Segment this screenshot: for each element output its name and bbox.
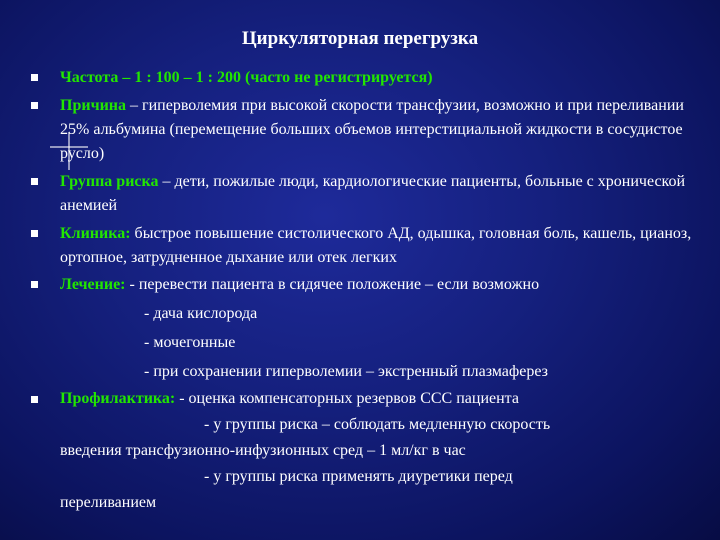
square-bullet-icon [31,396,38,403]
item-lead: Причина [60,97,127,114]
bullet-item-treatment [0,270,720,386]
slide-title: Циркуляторная перегрузка [241,28,479,49]
treatment-sub-oxygen: - дача кислорода [144,305,258,322]
square-bullet-icon [31,178,38,185]
square-bullet-icon [31,281,38,288]
item-text: - оценка компенсаторных резервов ССС пациента [175,390,519,407]
item-lead: Профилактика: [60,390,176,407]
square-bullet-icon [31,102,38,109]
item-text: – дети, пожилые люди, кардиологические пациенты, больные с хронической анемией [60,173,686,214]
prevention-sub-diuretics: - у группы риска применять диуретики перед [204,468,513,485]
square-bullet-icon [31,230,38,237]
treatment-sub-plasmapheresis: - при сохранении гиперволемии – экстренный плазмаферез [144,363,548,380]
bullet-item-clinic [0,222,720,270]
item-lead: Группа риска [60,173,159,190]
prevention-sub-slow-rate: - у группы риска – соблюдать медленную скорость [204,416,551,433]
item-lead: Клиника: [60,225,131,242]
item-text: – гиперволемия при высокой скорости трансфузии, возможно и при переливании 25% альбумина (перемещение больших объемов интерстициальной жидкости в сосудистое русло) [60,97,684,162]
prevention-sub-rate-detail: введения трансфузионно-инфузионных сред – 1 мл/кг в час [60,442,466,459]
bullet-item-cause [0,94,720,166]
square-bullet-icon [31,74,38,81]
item-text: быстрое повышение систолического АД, одышка, головная боль, кашель, цианоз, ортопное, затрудненное дыхание или отек легких [60,225,692,266]
item-text: - перевести пациента в сидячее положение – если возможно [125,276,540,293]
bullet-item-frequency [0,66,720,90]
bullet-item-prevention [0,386,720,516]
bullet-item-risk-group [0,170,720,218]
treatment-sub-diuretics: - мочегонные [144,334,236,351]
item-lead: Лечение: [60,276,126,293]
item-lead: Частота – 1 : 100 – 1 : 200 (часто не регистрируется) [60,69,433,86]
prevention-sub-transfusion: переливанием [60,494,157,511]
bullet-list [0,66,720,516]
